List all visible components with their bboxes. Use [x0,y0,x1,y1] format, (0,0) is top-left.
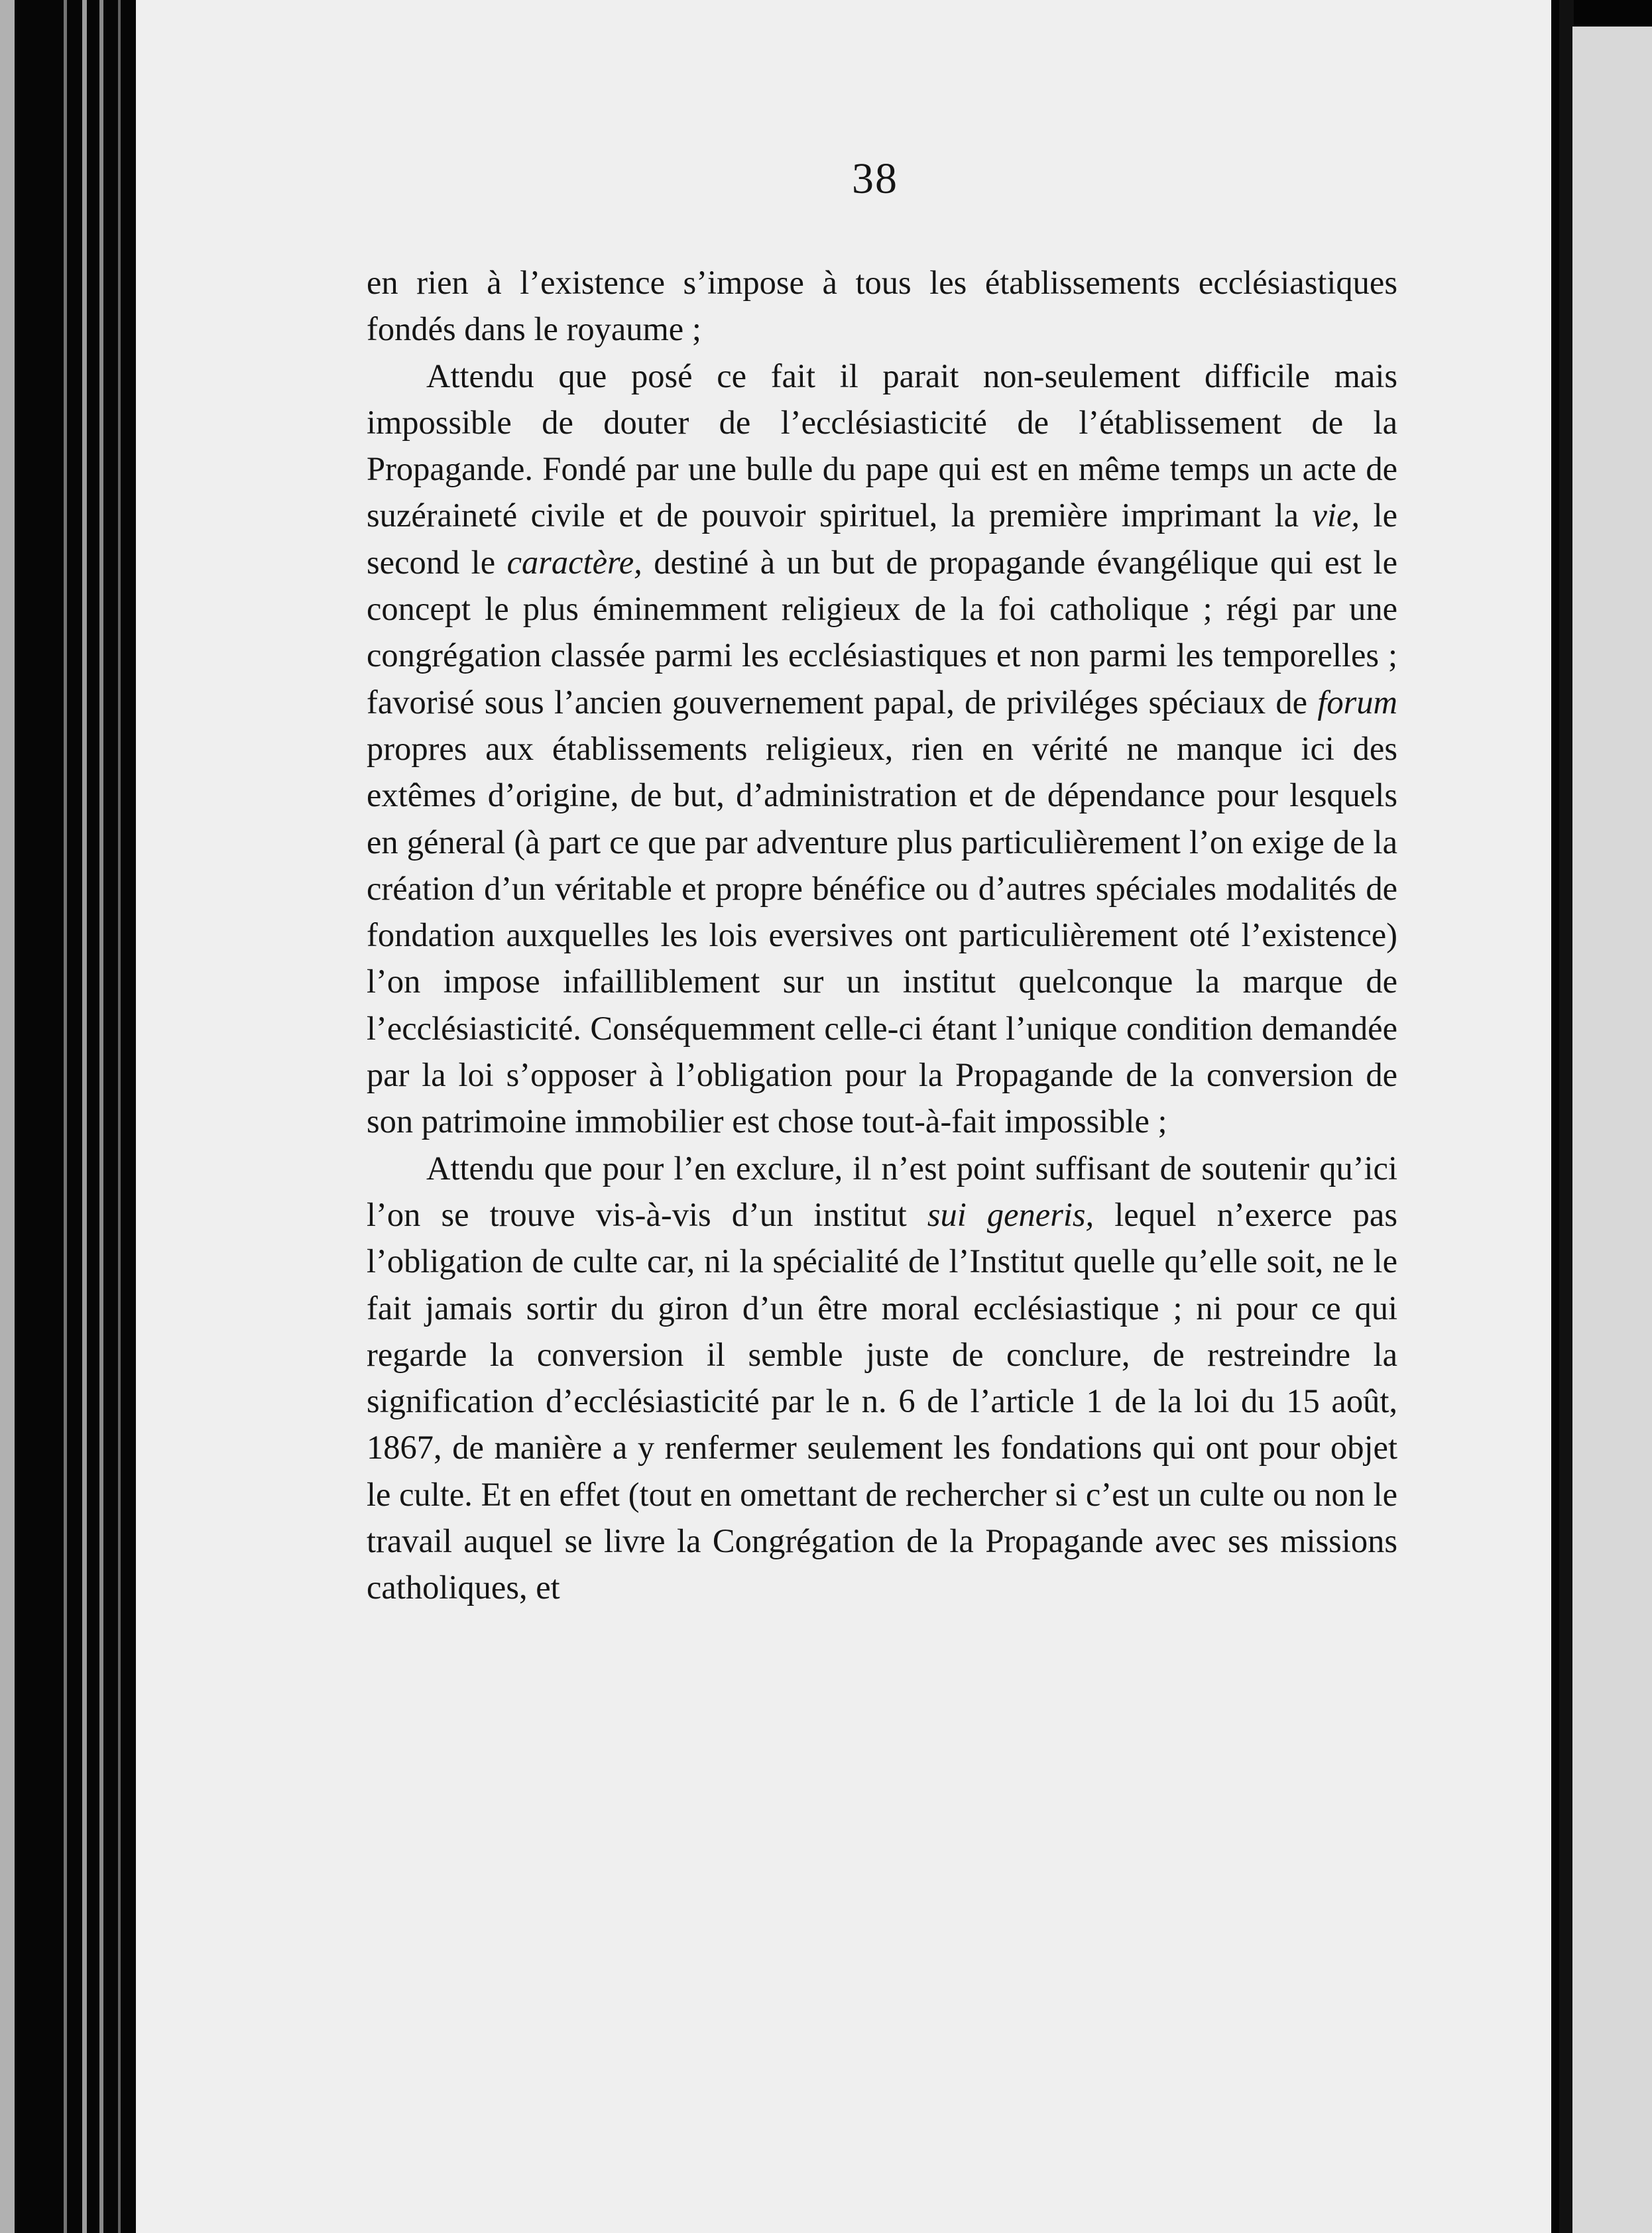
binding-streak [99,0,103,2233]
binding-streak [64,0,67,2233]
left-page-edge [0,0,15,2233]
binding-streak [82,0,87,2233]
text-run: le second le [367,497,1397,581]
body-text [367,259,1397,1611]
paragraph [367,259,1397,353]
right-gutter-shadow [1559,0,1574,2233]
text-run: lequel n’exerce pas l’obligation de culte car, ni la spécialité de l’Institut quelle qu’elle soit, ne le fait jamais sortir du giron d’un être moral ecclésiastique ; ni pour ce qui regarde la conversion il semble juste de conclure, de restreindre la signification d’ecclésiasticité par le n. 6 de l’article 1 de la loi du 15 août, 1867, de manière a y renfermer seulement les fondations qui ont pour objet le culte. Et en effet (tout en omettant de rechercher si c’est un culte ou non le travail auquel se livre la Congrégation de la Propagande avec ses missions catholiques, et [367,1195,1397,1606]
paragraph [367,1145,1397,1611]
text-run: propres aux établissements religieux, rien en vérité ne manque ici des extêmes d’origine, de but, d’administration et de dépendance pour lesquels en géneral (à part ce que par adventure plus particulièrement l’on exige de la création d’un véritable et propre bénéfice ou d’autres spéciales modalités de fondation auxquelles les lois eversives ont particulièrement oté l’existence) l’on impose infailliblement sur un institut quelconque la marque de l’ecclésiasticité. Conséquemment celle-ci étant l’unique condition demandée par la loi s’opposer à l’obligation pour la Propagande de la conversion de son patrimoine immobilier est chose tout-à-fait impossible ; [367,729,1397,1140]
paragraph [367,353,1397,1145]
text-run: en rien à l’existence s’impose à tous les établissements ecclésiastiques fondés dans le royaume ; [367,264,1397,348]
text-run: Attendu que posé ce fait il parait non-seulement difficile mais impossible de douter de l’ecclésiasticité de l’établissement de la Propagande. Fondé par une bulle du pape qui est en même temps un acte de suzéraineté civile et de pouvoir spirituel, la première imprimant la [367,357,1397,534]
italic-term: sui generis, [927,1195,1094,1233]
page-number: 38 [852,154,898,203]
text-run: destiné à un but de propagande évangélique qui est le concept le plus éminemment religieux de la foi catholique ; régi par une congrégation classée parmi les ecclésiastiques et non parmi les temporelles ; favorisé sous l’ancien gouvernement papal, de priviléges spéciaux de [367,543,1397,721]
next-page-edge [1572,27,1652,2233]
italic-term: forum [1317,683,1397,721]
binding-streak [118,0,121,2233]
text-run: Attendu que pour l’en exclure, il n’est point suffisant de soutenir qu’ici l’on se trouve vis-à-vis d’un institut [367,1149,1397,1233]
left-scan-border [0,0,136,2233]
italic-term: caractère, [506,543,642,581]
italic-term: vie, [1312,497,1360,534]
